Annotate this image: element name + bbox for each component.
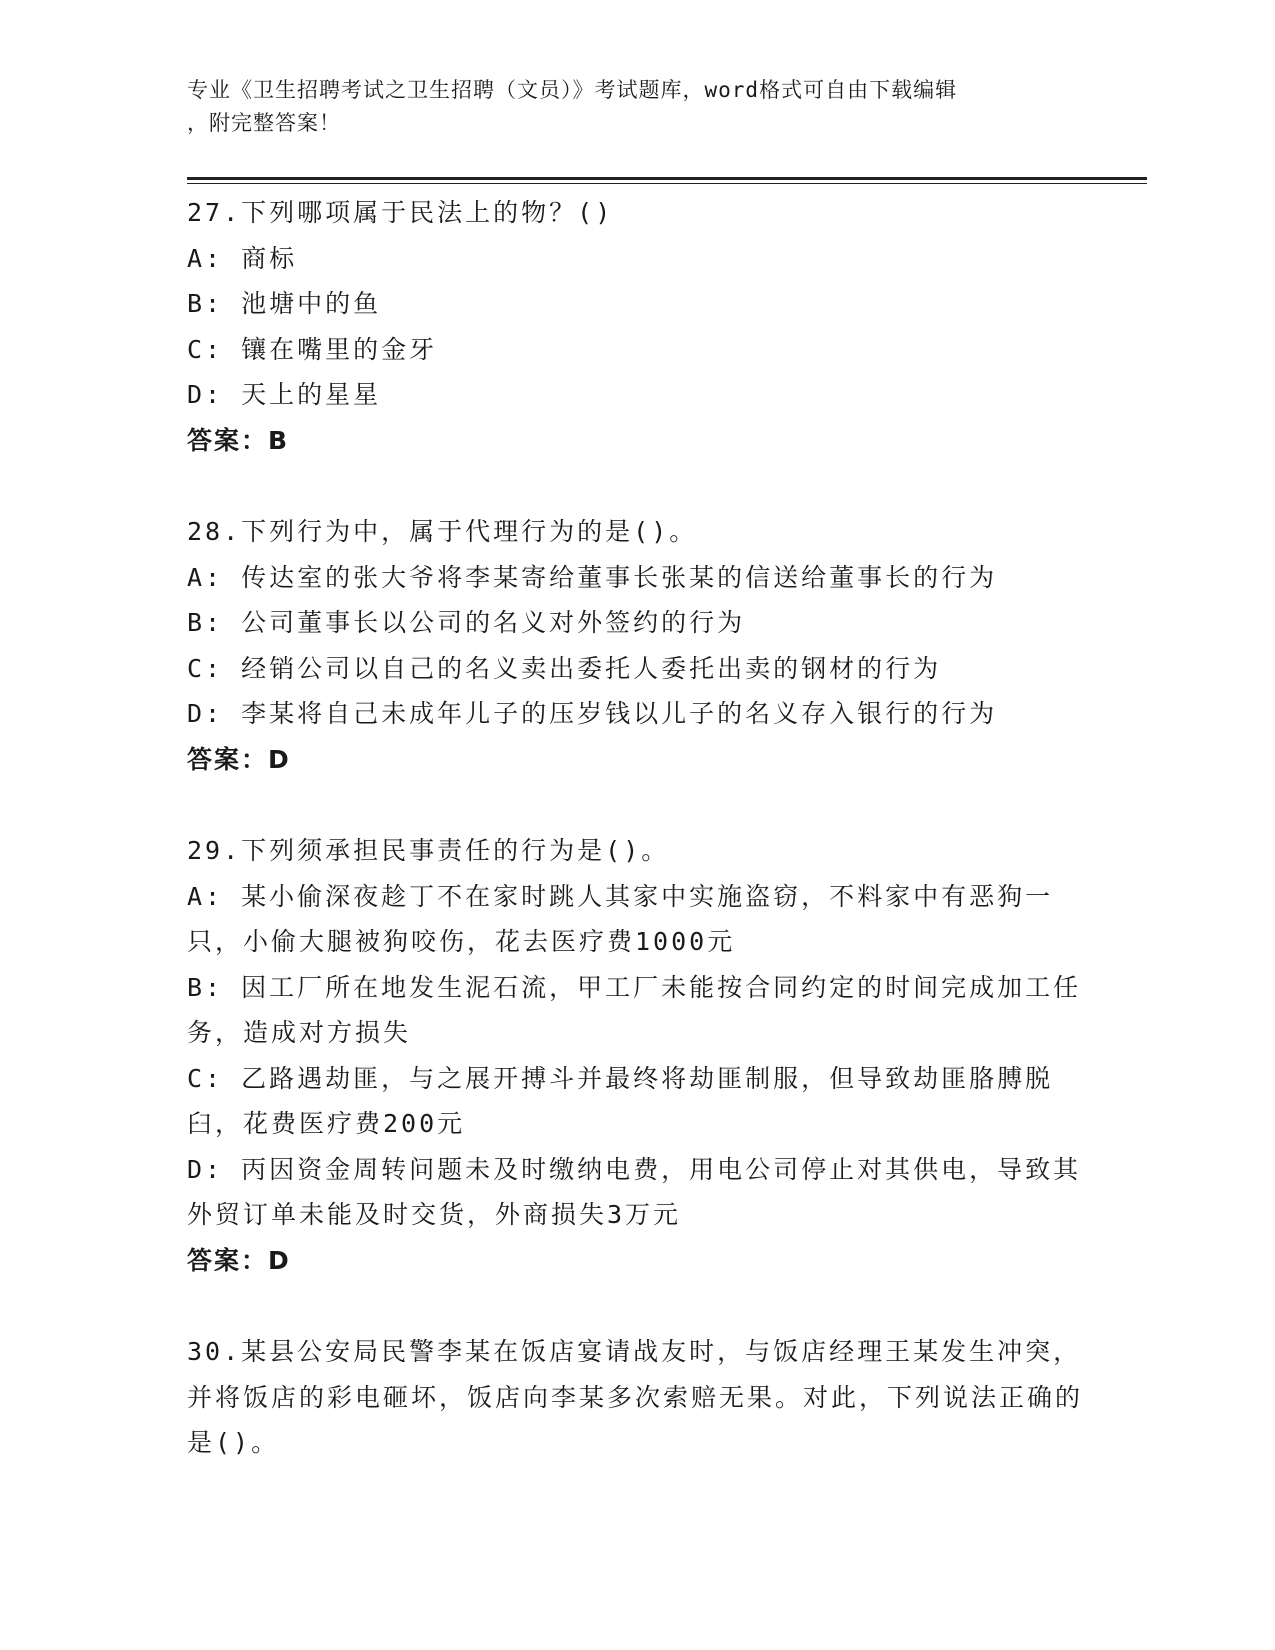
answer-label: 答案：D bbox=[187, 1245, 291, 1275]
question-30 bbox=[187, 1329, 1087, 1466]
header-divider-thick bbox=[187, 177, 1147, 180]
option-b: B: 池塘中的鱼 bbox=[187, 289, 382, 318]
option-c: C: 乙路遇劫匪，与之展开搏斗并最终将劫匪制服，但导致劫匪胳膊脱臼，花费医疗费200元 bbox=[187, 1063, 1054, 1138]
option-d: D: 丙因资金周转问题未及时缴纳电费，用电公司停止对其供电，导致其外贸订单未能及时交货，外商损失3万元 bbox=[187, 1154, 1082, 1229]
question-list bbox=[187, 190, 1087, 1466]
question-stem: 27.下列哪项属于民法上的物？() bbox=[187, 198, 614, 227]
option-c: C: 经销公司以自己的名义卖出委托人委托出卖的钢材的行为 bbox=[187, 653, 942, 683]
option-d: D: 天上的星星 bbox=[187, 380, 382, 409]
answer-label: 答案：D bbox=[187, 744, 291, 774]
question-stem: 28.下列行为中，属于代理行为的是()。 bbox=[187, 517, 698, 546]
document-header bbox=[187, 74, 1087, 140]
option-b: B: 公司董事长以公司的名义对外签约的行为 bbox=[187, 608, 746, 637]
option-a: A: 传达室的张大爷将李某寄给董事长张某的信送给董事长的行为 bbox=[187, 562, 998, 592]
option-b: B: 因工厂所在地发生泥石流，甲工厂未能按合同约定的时间完成加工任务，造成对方损失 bbox=[187, 972, 1082, 1047]
question-27 bbox=[187, 190, 1087, 463]
option-a: A: 某小偷深夜趁丁不在家时跳人其家中实施盗窃，不料家中有恶狗一只，小偷大腿被狗咬伤，花去医疗费1000元 bbox=[187, 881, 1054, 956]
question-stem: 30.某县公安局民警李某在饭店宴请战友时，与饭店经理王某发生冲突，并将饭店的彩电砸坏，饭店向李某多次索赔无果。对此，下列说法正确的是()。 bbox=[187, 1337, 1084, 1457]
header-divider-thin bbox=[187, 183, 1147, 184]
header-line-2: ，附完整答案！ bbox=[187, 111, 341, 135]
question-28 bbox=[187, 509, 1087, 782]
header-line-1: 专业《卫生招聘考试之卫生招聘（文员）》考试题库，word格式可自由下载编辑 bbox=[187, 78, 958, 102]
answer-label: 答案：B bbox=[187, 425, 290, 455]
option-d: D: 李某将自己未成年儿子的压岁钱以儿子的名义存入银行的行为 bbox=[187, 699, 998, 728]
question-29 bbox=[187, 828, 1087, 1283]
option-c: C: 镶在嘴里的金牙 bbox=[187, 334, 438, 364]
option-a: A: 商标 bbox=[187, 243, 298, 273]
question-stem: 29.下列须承担民事责任的行为是()。 bbox=[187, 836, 670, 865]
